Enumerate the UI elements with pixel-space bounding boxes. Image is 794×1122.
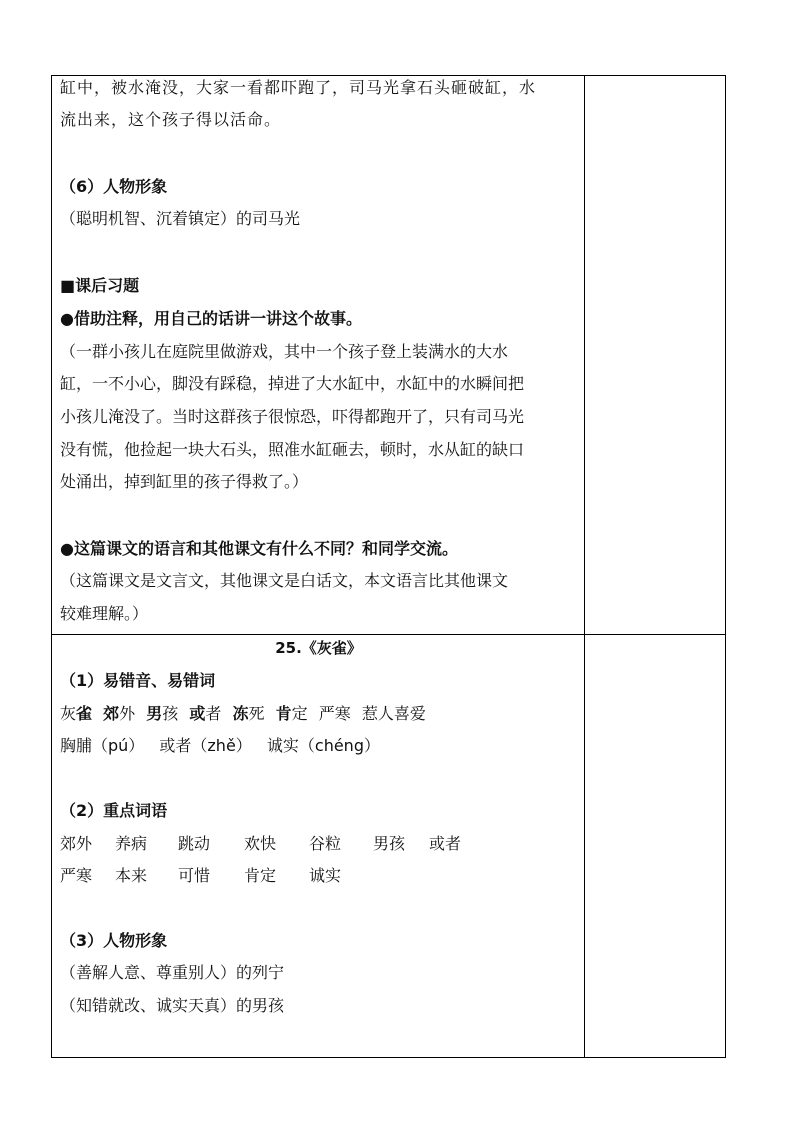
key-word: 或者 bbox=[429, 834, 462, 853]
section-2-heading: （2）重点词语 bbox=[60, 801, 168, 820]
question-2: ●这篇课文的语言和其他课文有什么不同？和同学交流。 bbox=[60, 539, 458, 558]
word-yanhan: 严寒 bbox=[318, 704, 351, 723]
story-line-1: 缸中，被水淹没，大家一看都吓跑了，司马光拿石头砸破缸，水 bbox=[60, 78, 537, 97]
character-boy: （知错就改、诚实天真）的男孩 bbox=[60, 996, 285, 1015]
question-1: ●借助注释，用自己的话讲一讲这个故事。 bbox=[60, 309, 362, 328]
exercises-heading: ■课后习题 bbox=[60, 276, 140, 295]
table-border-divider bbox=[584, 75, 585, 1058]
answer-1-line-4: 没有慌，他捡起一块大石头，照准水缸砸去，顿时，水从缸的缺口 bbox=[60, 440, 525, 459]
word-kending: 肯定 bbox=[275, 704, 308, 723]
pinyin-huozhe: 或者（zhě） bbox=[159, 736, 252, 755]
word-huozhe: 或者 bbox=[189, 704, 222, 723]
table-border-bottom bbox=[51, 1057, 726, 1058]
word-huique: 灰雀 bbox=[60, 704, 93, 723]
table-border-top bbox=[51, 75, 726, 76]
key-word: 严寒 bbox=[60, 866, 93, 885]
word-nanhai: 男孩 bbox=[146, 704, 179, 723]
pinyin-row bbox=[60, 736, 380, 756]
tricky-words-row bbox=[60, 704, 426, 724]
answer-1-line-5: 处涌出，掉到缸里的孩子得救了。） bbox=[60, 472, 309, 491]
answer-1-line-2: 缸，一不小心，脚没有踩稳，掉进了大水缸中，水缸中的水瞬间把 bbox=[60, 374, 525, 393]
table-row-separator bbox=[51, 634, 726, 635]
key-words-row-2 bbox=[60, 866, 341, 886]
key-word: 本来 bbox=[115, 866, 148, 885]
answer-2-line-1: （这篇课文是文言文，其他课文是白话文，本文语言比其他课文 bbox=[60, 571, 509, 590]
section-1-heading: （1）易错音、易错词 bbox=[60, 671, 216, 690]
pinyin-xiongpu: 胸脯（pú） bbox=[60, 736, 145, 755]
key-words-row-1 bbox=[60, 834, 461, 854]
table-border-right bbox=[725, 75, 726, 1058]
section-3-heading: （3）人物形象 bbox=[60, 931, 168, 950]
answer-1-line-1: （一群小孩儿在庭院里做游戏，其中一个孩子登上装满水的大水 bbox=[60, 342, 509, 361]
key-word: 养病 bbox=[115, 834, 148, 853]
key-word: 男孩 bbox=[373, 834, 406, 853]
table-border-left bbox=[51, 75, 52, 1058]
answer-1-line-3: 小孩儿淹没了。当时这群孩子很惊恐，吓得都跑开了，只有司马光 bbox=[60, 407, 525, 426]
answer-2-line-2: 较难理解。） bbox=[60, 604, 149, 623]
word-dongsi: 冻死 bbox=[232, 704, 265, 723]
word-jiaowai: 郊外 bbox=[103, 704, 136, 723]
key-word: 郊外 bbox=[60, 834, 93, 853]
character-heading-6: （6）人物形象 bbox=[60, 177, 168, 196]
key-word: 可惜 bbox=[178, 866, 211, 885]
story-line-2: 流出来，这个孩子得以活命。 bbox=[60, 110, 282, 129]
character-desc-simaguang: （聪明机智、沉着镇定）的司马光 bbox=[60, 209, 301, 228]
word-rerenxiai: 惹人喜爱 bbox=[361, 704, 426, 723]
lesson-title: 25.《灰雀》 bbox=[275, 639, 362, 657]
key-word: 诚实 bbox=[309, 866, 342, 885]
key-word: 欢快 bbox=[244, 834, 277, 853]
character-lenin: （善解人意、尊重别人）的列宁 bbox=[60, 963, 285, 982]
pinyin-chengshi: 诚实（chéng） bbox=[266, 736, 380, 755]
key-word: 跳动 bbox=[178, 834, 211, 853]
key-word: 肯定 bbox=[244, 866, 277, 885]
key-word: 谷粒 bbox=[309, 834, 342, 853]
